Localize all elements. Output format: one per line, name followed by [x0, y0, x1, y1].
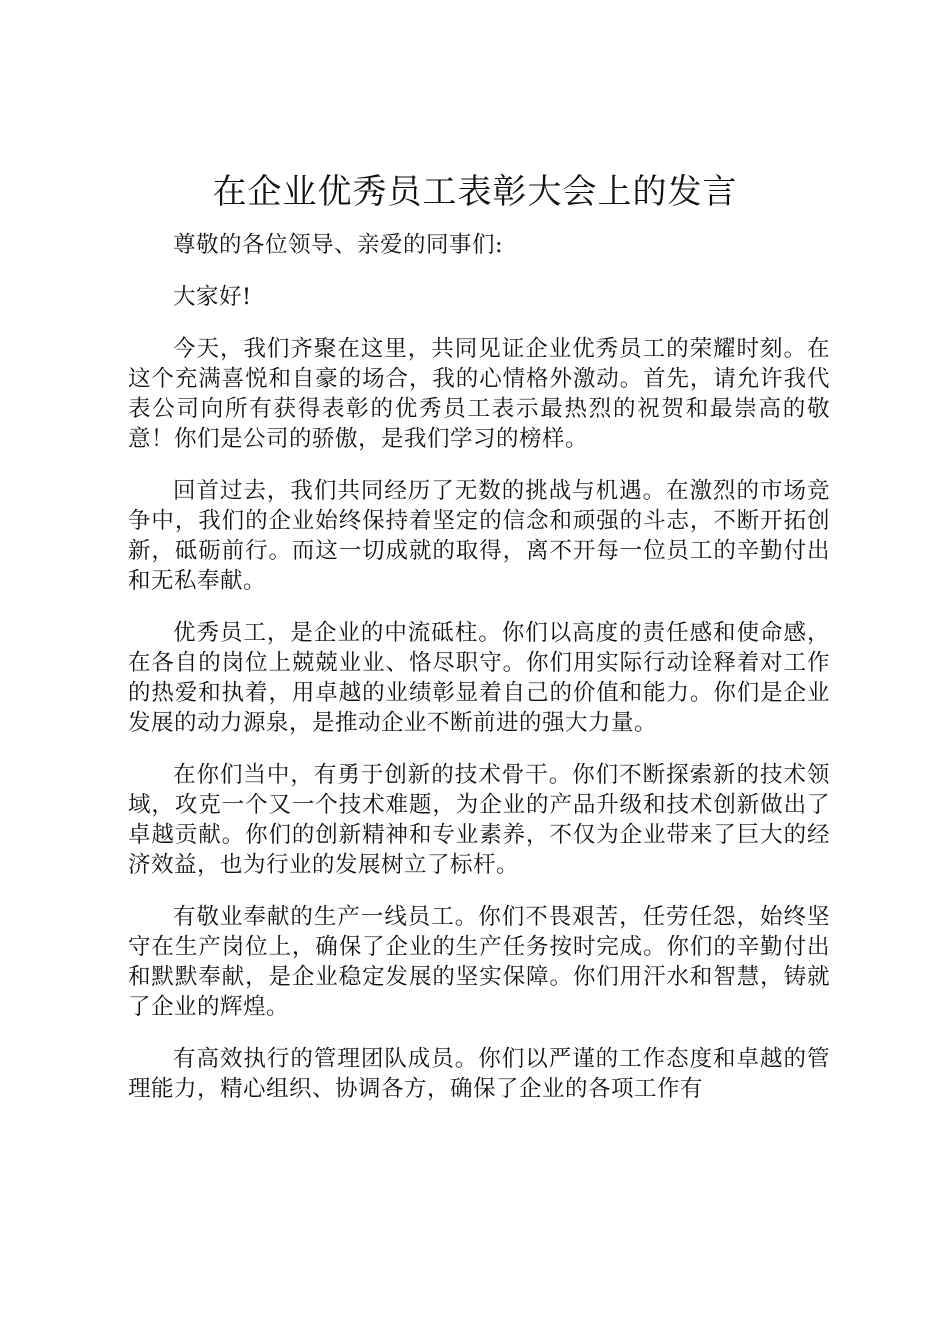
- body-paragraph: 在你们当中，有勇于创新的技术骨干。你们不断探索新的技术领域，攻克一个又一个技术难题，为企业的产品升级和技术创新做出了卓越贡献。你们的创新精神和专业素养，不仅为企业带来了巨大的经济效益，也为行业的发展树立了标杆。: [128, 762, 830, 878]
- greeting-paragraph: 大家好!: [173, 284, 252, 310]
- body-paragraph: 今天，我们齐聚在这里，共同见证企业优秀员工的荣耀时刻。在这个充满喜悦和自豪的场合，我的心情格外激动。首先，请允许我代表公司向所有获得表彰的优秀员工表示最热烈的祝贺和最崇高的敬意！你们是公司的骄傲，是我们学习的榜样。: [128, 336, 830, 452]
- body-paragraph: 回首过去，我们共同经历了无数的挑战与机遇。在激烈的市场竞争中，我们的企业始终保持着坚定的信念和顽强的斗志，不断开拓创新，砥砺前行。而这一切成就的取得，离不开每一位员工的辛勤付出和无私奉献。: [128, 478, 830, 594]
- body-paragraph: 优秀员工，是企业的中流砥柱。你们以高度的责任感和使命感，在各自的岗位上兢兢业业、恪尽职守。你们用实际行动诠释着对工作的热爱和执着，用卓越的业绩彰显着自己的价值和能力。你们是企业发展的动力源泉，是推动企业不断前进的强大力量。: [128, 620, 830, 736]
- document-title: 在企业优秀员工表彰大会上的发言: [212, 172, 738, 212]
- body-paragraph: 有敬业奉献的生产一线员工。你们不畏艰苦，任劳任怨，始终坚守在生产岗位上，确保了企业的生产任务按时完成。你们的辛勤付出和默默奉献，是企业稳定发展的坚实保障。你们用汗水和智慧，铸就了企业的辉煌。: [128, 904, 830, 1020]
- body-paragraph: 有高效执行的管理团队成员。你们以严谨的工作态度和卓越的管理能力，精心组织、协调各方，确保了企业的各项工作有: [128, 1046, 830, 1102]
- document-body: [128, 230, 830, 1126]
- salutation-paragraph: 尊敬的各位领导、亲爱的同事们:: [173, 232, 504, 258]
